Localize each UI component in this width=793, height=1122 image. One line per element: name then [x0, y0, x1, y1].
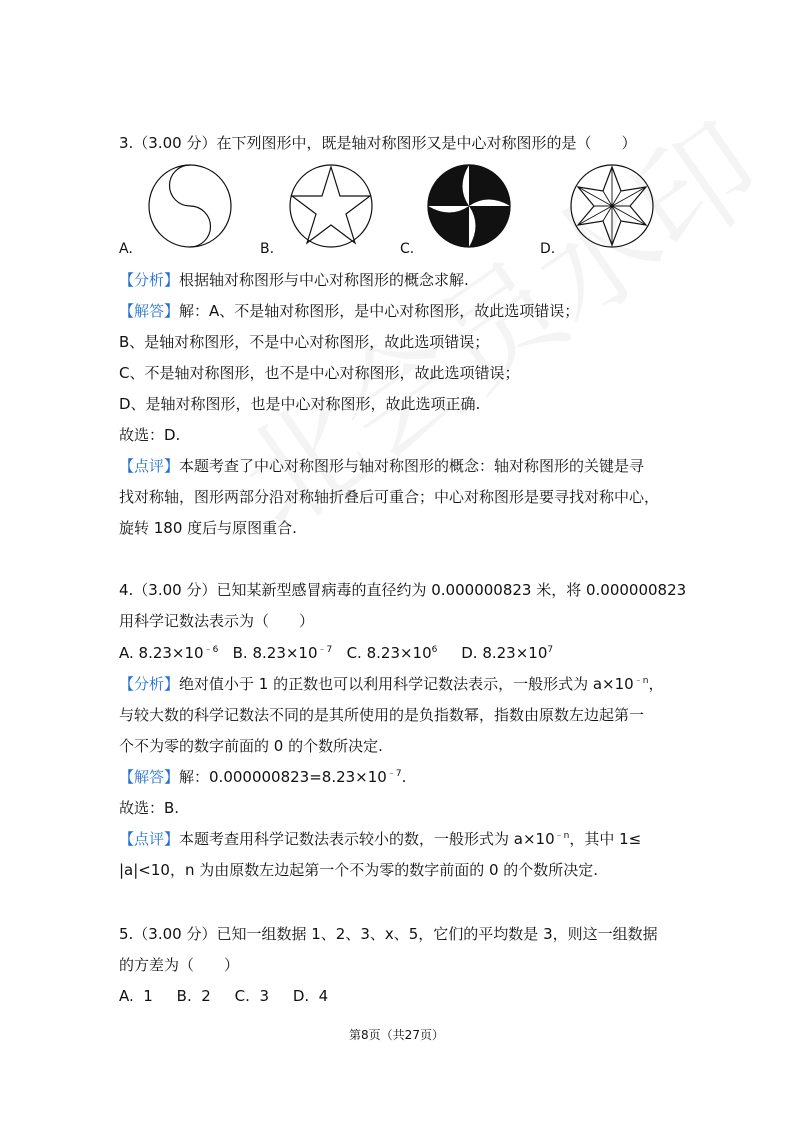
comment-tag: 【点评】 — [119, 457, 180, 475]
q5-stem-line-2: 的方差为（ ） — [119, 956, 240, 974]
q3-option-d: D. — [540, 241, 556, 257]
q4-analysis-line-3: 个不为零的数字前面的 0 的个数所决定. — [119, 737, 383, 755]
q4-stem-line-2: 用科学记数法表示为（ ） — [119, 612, 315, 630]
q4-comment: 【点评】本题考查用科学记数法表示较小的数，一般形式为 $a\times 10^{﹣n}$，其中 1≤ — [119, 830, 642, 848]
page-footer: 第8页（共27页） — [349, 1028, 444, 1042]
q4-choice: 故选：B. — [119, 799, 180, 817]
q4-answer: 【解答】解：$0.000000823=8.23\times 10^{﹣7}$. — [119, 768, 407, 786]
q4-options — [119, 643, 679, 663]
q3-option-b: B. — [260, 241, 275, 257]
q3-answer — [119, 301, 679, 321]
q5-stem: 5.（3.00 分）已知一组数据 1、2、3、x、5，它们的平均数是 3，则这一组数据 — [119, 925, 658, 943]
q4-analysis-line-2: 与较大数的科学记数法不同的是其所使用的是负指数幂，指数由原数左边起第一 — [119, 706, 645, 724]
q3-comment-line-3: 旋转 180 度后与原图重合. — [119, 519, 297, 537]
q4-stem: 4.（3.00 分）已知某新型感冒病毒的直径约为 0.000000823 米，将 0.000000823 — [119, 581, 687, 599]
figure-a-icon — [147, 163, 233, 249]
q3-comment-line-2: 找对称轴，图形两部分沿对称轴折叠后可重合；中心对称图形是要寻找对称中心， — [119, 488, 660, 506]
q3-choice: 故选：D. — [119, 426, 181, 444]
q3-option-c: C. — [400, 241, 415, 257]
q3-answer-line-d: D、是轴对称图形，也是中心对称图形，故此选项正确. — [119, 395, 481, 413]
q3-option-a: A. — [119, 241, 133, 257]
q3-stem: 3.（3.00 分）在下列图形中，既是轴对称图形又是中心对称图形的是（ ） — [119, 134, 637, 152]
q3-analysis — [119, 270, 679, 290]
analysis-text: 根据轴对称图形与中心对称图形的概念求解. — [179, 271, 469, 289]
q3-answer-line-c: C、不是轴对称图形，也不是中心对称图形，故此选项错误； — [119, 364, 520, 382]
q4-option-b: B. $8.23\times 10^{﹣7}$ — [232, 644, 333, 662]
answer-line: 解：A、不是轴对称图形，是中心对称图形，故此选项错误； — [179, 302, 580, 320]
q4-option-d: D. $8.23\times 10^7$ — [461, 644, 554, 662]
q4-option-a: A. $8.23\times 10^{﹣6}$ — [119, 644, 219, 662]
q3-comment — [119, 456, 679, 476]
figure-b-icon — [288, 163, 374, 249]
q5-options: A. 1 B. 2 C. 3 D. 4 — [119, 987, 329, 1005]
answer-tag: 【解答】 — [119, 768, 180, 786]
q4-option-c: C. $8.23\times 10^6$ — [346, 644, 438, 662]
analysis-tag: 【分析】 — [119, 675, 180, 693]
q3-figures — [119, 163, 679, 263]
comment-text: 本题考查了中心对称图形与轴对称图形的概念：轴对称图形的关键是寻 — [179, 457, 645, 475]
q4-analysis: 【分析】绝对值小于 1 的正数也可以利用科学记数法表示，一般形式为 $a\times 10^{﹣n}$， — [119, 675, 664, 693]
figure-c-icon — [426, 163, 512, 249]
answer-tag: 【解答】 — [119, 302, 180, 320]
q4-comment-line-2: |a|<10，n 为由原数左边起第一个不为零的数字前面的 0 的个数所决定. — [119, 861, 599, 879]
comment-tag: 【点评】 — [119, 830, 180, 848]
q3-answer-line-b: B、是轴对称图形，不是中心对称图形，故此选项错误； — [119, 333, 490, 351]
figure-d-icon — [569, 163, 655, 249]
analysis-tag: 【分析】 — [119, 271, 180, 289]
